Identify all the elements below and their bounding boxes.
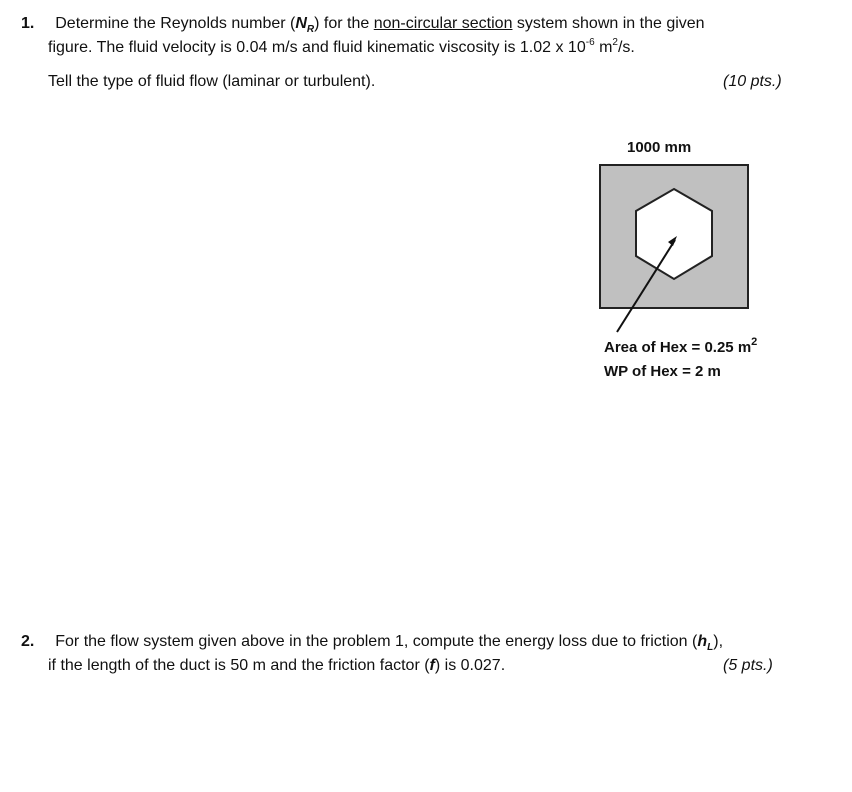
area-exponent: 2 — [751, 336, 758, 348]
problem1-text-c: system shown in the given — [512, 15, 705, 32]
problem2-text-b: ), — [713, 633, 724, 650]
area-label — [604, 338, 757, 358]
problem2-text-a: For the flow system given above in the problem 1, compute the energy loss due to friction ( — [55, 633, 698, 650]
reynolds-symbol-sub: R — [306, 24, 315, 36]
area-label-text: Area of Hex = 0.25 m — [604, 339, 752, 356]
head-loss-symbol-sub: L — [707, 642, 714, 654]
problem1-line2-end: /s. — [617, 39, 635, 56]
head-loss-symbol: h — [697, 633, 708, 650]
problem1-points: (10 pts.) — [723, 73, 782, 90]
problem2-line2-end: ) is 0.027. — [434, 657, 506, 674]
problem1-line2-unit: m — [594, 39, 613, 56]
wp-label: WP of Hex = 2 m — [604, 363, 721, 380]
problem2-number: 2. — [21, 633, 35, 650]
problem1-text-a: Determine the Reynolds number ( — [55, 15, 296, 32]
width-label: 1000 mm — [627, 139, 692, 156]
non-circular-section-link: non-circular section — [373, 15, 513, 32]
problem1-line3: Tell the type of fluid flow (laminar or turbulent). — [48, 73, 376, 90]
problem2-line2-text: if the length of the duct is 50 m and the friction factor ( — [48, 657, 430, 674]
problem1-number: 1. — [21, 15, 35, 32]
reynolds-symbol: N — [295, 15, 307, 32]
problem1-line2-text: figure. The fluid velocity is 0.04 m/s and fluid kinematic viscosity is 1.02 x 10 — [48, 39, 586, 56]
unit-exponent: 2 — [612, 36, 618, 48]
friction-factor-symbol: f — [429, 657, 435, 674]
problem2-points: (5 pts.) — [723, 657, 773, 674]
viscosity-exponent: -6 — [585, 36, 595, 48]
problem2-line2 — [48, 655, 505, 677]
problem1-text-b: ) for the — [314, 15, 374, 32]
